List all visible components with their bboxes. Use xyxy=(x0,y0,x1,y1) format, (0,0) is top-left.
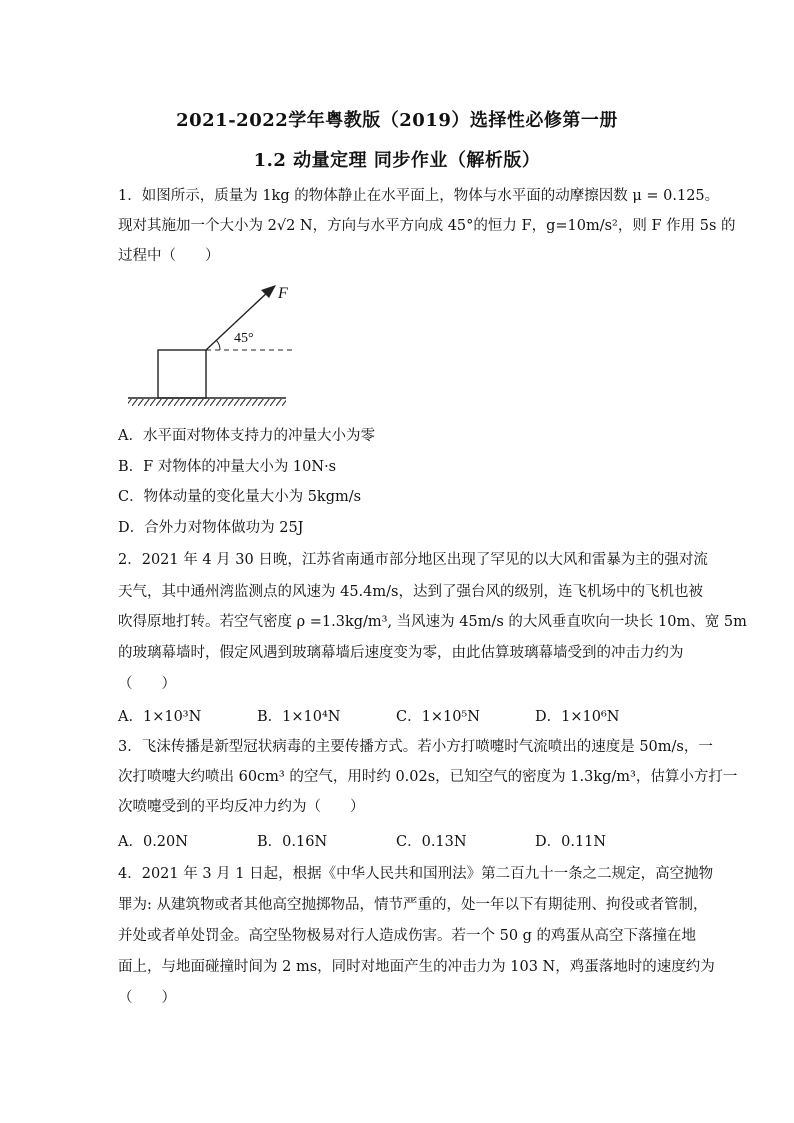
q1-stem-line-1: 1．如图所示，质量为 1kg 的物体静止在水平面上，物体与水平面的动摩擦因数 μ = 0.125。 xyxy=(118,188,720,204)
q3-option-b: B．0.16N xyxy=(257,834,328,850)
q2-options xyxy=(118,705,688,725)
angle-arc xyxy=(216,340,220,350)
q1-option-b: B．F 对物体的冲量大小为 10N·s xyxy=(118,459,337,475)
q1-option-c: C．物体动量的变化量大小为 5kgm/s xyxy=(118,489,362,505)
q4-stem-line-3: 并处或者单处罚金。高空坠物极易对行人造成伤害。若一个 50 g 的鸡蛋从高空下落撞在地 xyxy=(118,928,697,944)
q3-option-a: A．0.20N xyxy=(118,834,188,850)
q1-stem-line-3: 过程中（ ） xyxy=(118,248,220,264)
q3-stem-line-1: 3．飞沫传播是新型冠状病毒的主要传播方式。若小方打喷嚏时气流喷出的速度是 50m/s，一 xyxy=(118,739,713,755)
document-subtitle: 1.2 动量定理 同步作业（解析版） xyxy=(253,150,541,171)
angle-label: 45° xyxy=(234,331,254,346)
q2-stem-line-4: 的玻璃幕墙时，假定风遇到玻璃幕墙后速度变为零，由此估算玻璃幕墙受到的冲击力约为 xyxy=(118,645,684,661)
q2-stem-line-5: （ ） xyxy=(118,676,176,692)
ground-hatching xyxy=(128,399,286,406)
q2-option-c: C．1×10⁵N xyxy=(396,709,480,725)
q2-stem-line-1: 2．2021 年 4 月 30 日晚，江苏省南通市部分地区出现了罕见的以大风和雷暴为主的强对流 xyxy=(118,552,708,568)
q4-stem-line-5: （ ） xyxy=(118,990,176,1006)
q4-stem-line-1: 4．2021 年 3 月 1 日起，根据《中华人民共和国刑法》第二百九十一条之二规定，高空抛物 xyxy=(118,866,714,882)
q3-option-c: C．0.13N xyxy=(396,834,467,850)
q2-option-a: A．1×10³N xyxy=(118,709,202,725)
q2-option-b: B．1×10⁴N xyxy=(257,709,341,725)
q2-stem-line-3: 吹得原地打转。若空气密度 ρ =1.3kg/m³, 当风速为 45m/s 的大风垂直吹向一块长 10m、宽 5m xyxy=(118,614,747,630)
block xyxy=(158,350,206,398)
q3-stem-line-2: 次打喷嚏大约喷出 60cm³ 的空气，用时约 0.02s，已知空气的密度为 1.3kg/m³，估算小方打一 xyxy=(118,769,738,785)
q1-option-a: A．水平面对物体支持力的冲量大小为零 xyxy=(118,428,375,444)
q3-stem-line-3: 次喷嚏受到的平均反冲力约为（ ） xyxy=(118,799,365,815)
q3-option-d: D．0.11N xyxy=(535,834,607,850)
document-title: 2021-2022学年粤教版（2019）选择性必修第一册 xyxy=(176,110,618,131)
q2-stem-line-2: 天气，其中通州湾监测点的风速为 45.4m/s，达到了强台风的级别，连飞机场中的飞机也被 xyxy=(118,584,703,600)
q1-option-d: D．合外力对物体做功为 25J xyxy=(118,520,304,536)
q4-stem-line-2: 罪为: 从建筑物或者其他高空抛掷物品，情节严重的，处一年以下有期徒刑、拘役或者管制， xyxy=(118,897,708,913)
q3-options xyxy=(118,830,688,850)
force-label: F xyxy=(278,285,288,302)
q2-option-d: D．1×10⁶N xyxy=(535,709,620,725)
q1-force-diagram xyxy=(120,278,320,410)
q1-stem-line-2: 现对其施加一个大小为 2√2 N，方向与水平方向成 45°的恒力 F，g=10m/s²，则 F 作用 5s 的 xyxy=(118,218,736,234)
q4-stem-line-4: 面上，与地面碰撞时间为 2 ms，同时对地面产生的冲击力为 103 N，鸡蛋落地时的速度约为 xyxy=(118,959,715,975)
